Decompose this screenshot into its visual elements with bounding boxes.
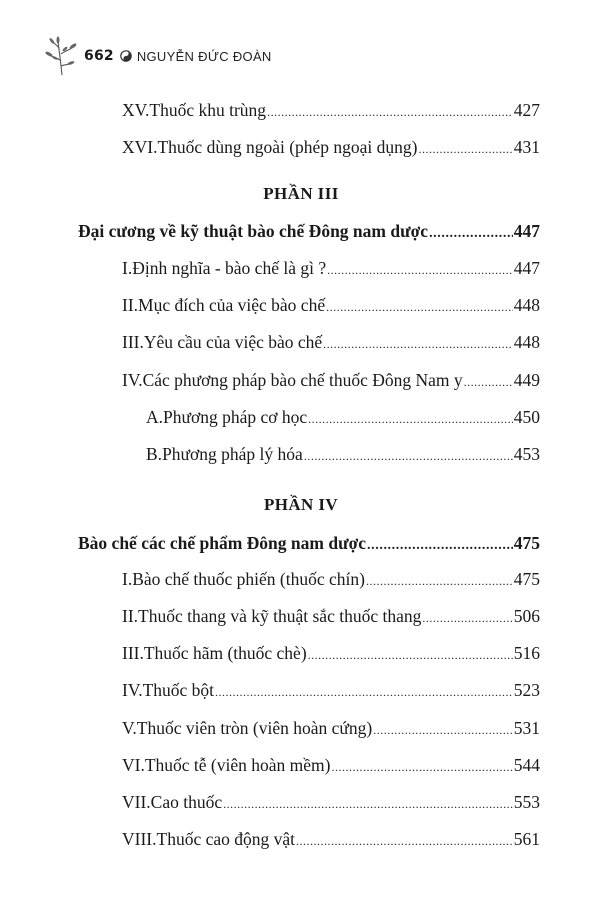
dot-leader bbox=[223, 792, 513, 813]
toc-entry[interactable] bbox=[122, 370, 540, 391]
toc-subentry[interactable] bbox=[146, 444, 540, 465]
toc-entry[interactable] bbox=[122, 829, 540, 850]
entry-title: Phương pháp lý hóa bbox=[162, 444, 303, 464]
dot-leader bbox=[304, 444, 513, 465]
entry-title: Yêu cầu của việc bào chế bbox=[143, 332, 323, 352]
page-number: 662 bbox=[84, 48, 114, 64]
entry-title: Thuốc khu trùng bbox=[149, 100, 267, 120]
toc-entry[interactable] bbox=[122, 100, 540, 121]
entry-title: Thuốc dùng ngoài (phép ngoại dụng) bbox=[157, 137, 418, 157]
entry-number: III. bbox=[122, 643, 144, 663]
entry-letter: A. bbox=[146, 407, 164, 427]
dot-leader bbox=[464, 370, 513, 391]
entry-title: Thuốc cao động vật bbox=[156, 829, 295, 849]
part-4-title-entry[interactable] bbox=[78, 533, 540, 554]
entry-page: 450 bbox=[513, 407, 540, 427]
toc-entry[interactable] bbox=[122, 792, 540, 813]
entry-page: 561 bbox=[513, 829, 540, 849]
dot-leader bbox=[308, 643, 513, 664]
entry-title: Bào chế thuốc phiến (thuốc chín) bbox=[132, 569, 365, 589]
entry-page: 531 bbox=[513, 718, 540, 738]
dot-leader bbox=[323, 332, 513, 353]
toc-entry[interactable] bbox=[122, 718, 540, 739]
entry-title: Thuốc bột bbox=[142, 680, 215, 700]
dot-leader bbox=[373, 718, 513, 739]
toc-entry[interactable] bbox=[122, 680, 540, 701]
entry-page: 431 bbox=[513, 137, 540, 157]
entry-title: Thuốc viên tròn (viên hoàn cứng) bbox=[136, 718, 373, 738]
entry-title: Các phương pháp bào chế thuốc Đông Nam y bbox=[142, 370, 463, 390]
entry-page: 448 bbox=[513, 332, 540, 352]
entry-page: 475 bbox=[513, 569, 540, 589]
entry-number: VI. bbox=[122, 755, 145, 775]
dot-leader bbox=[326, 295, 513, 316]
entry-number: VIII. bbox=[122, 829, 157, 849]
part-3-heading: PHẦN III bbox=[263, 184, 339, 203]
dot-leader bbox=[327, 258, 513, 279]
dot-leader bbox=[215, 680, 513, 701]
dot-leader bbox=[308, 407, 513, 428]
entry-page: 516 bbox=[513, 643, 540, 663]
entry-number: IV. bbox=[122, 370, 143, 390]
entry-number: XVI. bbox=[122, 137, 158, 157]
entry-page: 523 bbox=[513, 680, 540, 700]
toc-entry[interactable] bbox=[122, 332, 540, 353]
dot-leader bbox=[331, 755, 512, 776]
section-page: 475 bbox=[513, 533, 540, 553]
section-title: Bào chế các chế phẩm Đông nam dược bbox=[78, 533, 367, 553]
toc-entry[interactable] bbox=[122, 258, 540, 279]
section-page: 447 bbox=[513, 221, 540, 241]
toc-subentry[interactable] bbox=[146, 407, 540, 428]
entry-page: 544 bbox=[513, 755, 540, 775]
entry-title: Mục đích của việc bào chế bbox=[138, 295, 326, 315]
entry-number: IV. bbox=[122, 680, 143, 700]
swirl-ornament-icon bbox=[120, 50, 132, 62]
dot-leader bbox=[422, 606, 512, 627]
running-header bbox=[44, 36, 272, 76]
entry-title: Thuốc hãm (thuốc chè) bbox=[143, 643, 307, 663]
entry-page: 506 bbox=[513, 606, 540, 626]
section-title: Đại cương về kỹ thuật bào chế Đông nam dược bbox=[78, 221, 429, 241]
entry-number: V. bbox=[122, 718, 137, 738]
dot-leader bbox=[419, 137, 513, 158]
toc-entry[interactable] bbox=[122, 606, 540, 627]
entry-number: VII. bbox=[122, 792, 151, 812]
entry-title: Cao thuốc bbox=[150, 792, 223, 812]
entry-number: I. bbox=[122, 258, 133, 278]
dot-leader bbox=[267, 100, 513, 121]
toc-entry[interactable] bbox=[122, 569, 540, 590]
entry-title: Thuốc tễ (viên hoàn mềm) bbox=[144, 755, 331, 775]
entry-number: III. bbox=[122, 332, 144, 352]
entry-page: 453 bbox=[513, 444, 540, 464]
entry-page: 553 bbox=[513, 792, 540, 812]
entry-title: Định nghĩa - bào chế là gì ? bbox=[132, 258, 327, 278]
entry-title: Thuốc thang và kỹ thuật sắc thuốc thang bbox=[138, 606, 422, 626]
part-4-heading: PHẦN IV bbox=[263, 495, 339, 514]
herb-plant-icon bbox=[44, 36, 80, 76]
toc-entry[interactable] bbox=[122, 295, 540, 316]
dot-leader bbox=[366, 569, 513, 590]
entry-number: II. bbox=[122, 606, 139, 626]
entry-title: Phương pháp cơ học bbox=[163, 407, 308, 427]
entry-page: 427 bbox=[513, 100, 540, 120]
entry-page: 449 bbox=[513, 370, 540, 390]
toc-entry[interactable] bbox=[122, 643, 540, 664]
entry-letter: B. bbox=[146, 444, 163, 464]
entry-page: 448 bbox=[513, 295, 540, 315]
entry-number: XV. bbox=[122, 100, 150, 120]
dot-leader bbox=[429, 221, 513, 242]
part-3-title-entry[interactable] bbox=[78, 221, 540, 242]
toc-entry[interactable] bbox=[122, 137, 540, 158]
entry-number: I. bbox=[122, 569, 133, 589]
dot-leader bbox=[367, 533, 513, 554]
entry-number: II. bbox=[122, 295, 139, 315]
toc-entry[interactable] bbox=[122, 755, 540, 776]
entry-page: 447 bbox=[513, 258, 540, 278]
dot-leader bbox=[296, 829, 513, 850]
author-name: NGUYỄN ĐỨC ĐOÀN bbox=[136, 48, 272, 64]
